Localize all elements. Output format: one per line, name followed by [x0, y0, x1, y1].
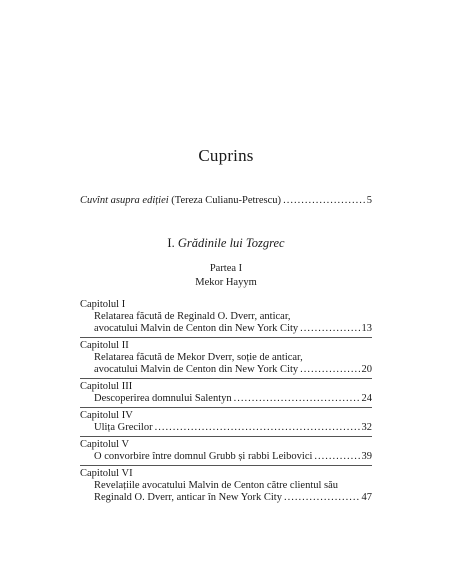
toc-entry-chapter-3[interactable] [94, 392, 372, 405]
chapter-label: Capitolul V [80, 439, 130, 450]
chapter-title-line: O convorbire între domnul Grubb și rabbi Leibovici [94, 451, 313, 462]
chapter-title-line: Revelațiile avocatului Malvin de Centon către clientul său [94, 480, 339, 491]
leader-dots [155, 421, 360, 434]
chapter-title-line: Relatarea făcută de Reginald O. Dverr, anticar, [94, 311, 291, 322]
chapter-page-number: 20 [361, 364, 372, 375]
toc-entry-intro[interactable] [80, 194, 372, 207]
chapter-label: Capitolul VI [80, 468, 133, 479]
divider [80, 337, 372, 338]
chapter-page-number: 32 [361, 422, 372, 433]
leader-dots [234, 392, 360, 405]
page-title: Cuprins [198, 146, 254, 165]
chapter-label: Capitolul I [80, 299, 126, 310]
leader-dots [314, 450, 359, 463]
divider [80, 436, 372, 437]
toc-entry-chapter-4[interactable] [94, 421, 372, 434]
chapter-label: Capitolul III [80, 381, 133, 392]
leader-dots [284, 491, 360, 504]
chapter-page-number: 39 [361, 451, 372, 462]
intro-title: Cuvînt asupra ediției [80, 195, 169, 206]
chapter-title-line: avocatului Malvin de Centon din New York City [94, 323, 299, 334]
chapter-title-line: Reginald O. Dverr, anticar în New York City [94, 492, 282, 503]
section-name: Mekor Hayym [195, 277, 257, 288]
toc-entry-chapter-1[interactable] [94, 322, 372, 335]
leader-dots [300, 322, 359, 335]
chapter-page-number: 13 [361, 323, 372, 334]
part-name: Grădinile lui Tozgrec [177, 236, 285, 250]
toc-entry-chapter-6[interactable] [94, 491, 372, 504]
chapter-title-line: avocatului Malvin de Centon din New York City [94, 364, 299, 375]
chapter-title-line: Descoperirea domnului Salentyn [94, 393, 232, 404]
chapter-title-line: Ulița Grecilor [94, 422, 153, 433]
part-number: I. [167, 236, 178, 250]
leader-dots [300, 363, 359, 376]
leader-dots [283, 194, 365, 207]
divider [80, 378, 372, 379]
divider [80, 407, 372, 408]
divider [80, 465, 372, 466]
intro-author: (Tereza Culianu-Petrescu) [168, 195, 282, 206]
section-label: Partea I [209, 263, 243, 274]
chapter-page-number: 47 [361, 492, 372, 503]
intro-page-number: 5 [366, 195, 372, 206]
toc-entry-chapter-2[interactable] [94, 363, 372, 376]
chapter-page-number: 24 [361, 393, 372, 404]
toc-entry-chapter-5[interactable] [94, 450, 372, 463]
chapter-label: Capitolul IV [80, 410, 133, 421]
part-title [0, 236, 452, 251]
chapter-label: Capitolul II [80, 340, 129, 351]
chapter-title-line: Relatarea făcută de Mekor Dverr, soție de anticar, [94, 352, 303, 363]
